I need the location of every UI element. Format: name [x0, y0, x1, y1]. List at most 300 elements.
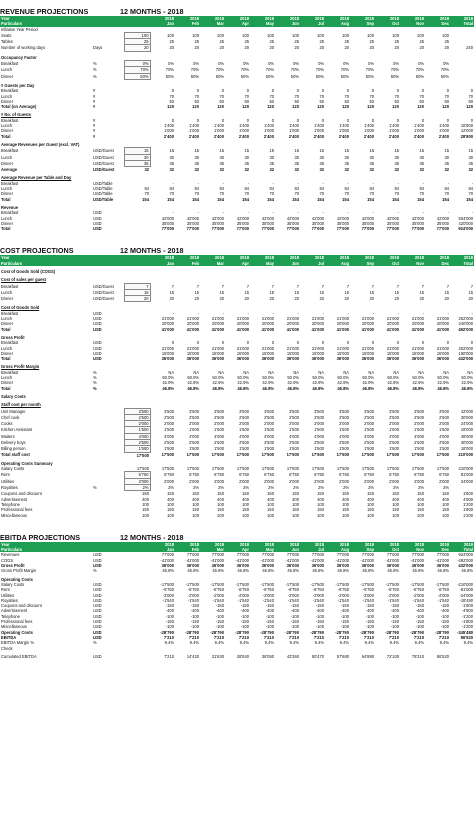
- month-cell: 2'000: [264, 421, 274, 427]
- month-cell: 30: [444, 154, 449, 160]
- input-cell[interactable]: 25: [124, 39, 150, 45]
- section-header: [0, 2, 474, 16]
- input-cell[interactable]: 7: [124, 283, 150, 289]
- month-cell: 120: [367, 104, 374, 110]
- month-cell: 21'000: [311, 316, 324, 322]
- month-cell: 150: [392, 491, 399, 497]
- month-cell: 46.8%: [437, 568, 449, 574]
- month-cell: 42'000: [311, 215, 324, 221]
- month-cell: -41'000: [260, 557, 274, 563]
- month-cell: -: [347, 310, 349, 316]
- month-cell: 120: [217, 104, 224, 110]
- input-cell[interactable]: 2'500: [124, 414, 150, 420]
- month-cell: 2'000: [164, 478, 174, 484]
- month-cell: 150: [317, 507, 324, 513]
- year-cell: 2018: [350, 255, 375, 260]
- month-cell: 2'400: [238, 133, 249, 139]
- month-cell: -150: [365, 603, 374, 609]
- row-unit: #: [93, 117, 96, 123]
- input-cell[interactable]: 35: [124, 160, 150, 166]
- input-cell[interactable]: 2'000: [124, 478, 150, 484]
- month-cell: -150: [265, 619, 274, 625]
- month-cell: 42.9%: [287, 380, 299, 386]
- total-cell: -210'000: [457, 581, 473, 587]
- month-cell: 1'500: [239, 446, 249, 452]
- month-cell: 15'000: [411, 350, 424, 356]
- month-cell: 30: [244, 154, 249, 160]
- month-cell: 0: [371, 117, 374, 123]
- month-cell: 1'500: [264, 427, 274, 433]
- month-cell: 400: [317, 496, 324, 502]
- total-cell: 46.8%: [461, 568, 473, 574]
- month-cell: 21'000: [236, 316, 249, 322]
- month-cell: 21'000: [386, 316, 399, 322]
- month-cell: 25: [394, 39, 399, 45]
- month-cell: 1'400: [264, 123, 274, 129]
- input-cell[interactable]: 4'000: [124, 433, 150, 439]
- month-cell: 77'000: [186, 226, 199, 232]
- total-cell: 50.0%: [461, 375, 473, 381]
- row-label: Dinner: [1, 128, 14, 134]
- input-cell[interactable]: 15: [124, 289, 150, 295]
- month-cell: 3'500: [339, 408, 349, 414]
- month-cell: 400: [267, 496, 274, 502]
- month-cell: 100: [342, 512, 349, 518]
- month-cell: 20: [269, 296, 274, 302]
- month-header: Aug: [325, 547, 350, 552]
- row-label: Salary Costs: [1, 466, 25, 472]
- total-cell: 32: [468, 166, 473, 172]
- month-cell: 21'000: [186, 316, 199, 322]
- month-cell: 28'840: [236, 653, 249, 659]
- month-cell: 41'000: [336, 326, 349, 332]
- month-cell: 3'500: [364, 408, 374, 414]
- year-cell: 2018: [200, 255, 225, 260]
- month-cell: 36'000: [436, 563, 449, 569]
- month-cell: 50%: [165, 73, 174, 79]
- month-cell: 4'000: [264, 433, 274, 439]
- month-header: Apr: [225, 547, 250, 552]
- month-cell: -100: [365, 613, 374, 619]
- month-cell: 100: [292, 501, 299, 507]
- month-cell: 100: [442, 32, 449, 38]
- month-cell: 36'000: [236, 563, 249, 569]
- total-cell: 15: [468, 289, 473, 295]
- month-cell: 84: [344, 186, 349, 192]
- row-label: Dinner: [1, 296, 14, 302]
- row-label: Royalties: [1, 485, 18, 491]
- input-cell[interactable]: 100: [124, 32, 150, 38]
- month-header: Dec: [425, 547, 450, 552]
- row-label: Breakfast: [1, 180, 19, 186]
- month-cell: 3'500: [164, 408, 174, 414]
- month-cell: 6'750: [314, 472, 324, 478]
- month-header: May: [250, 547, 275, 552]
- month-cell: 1'500: [164, 446, 174, 452]
- month-cell: 41'000: [436, 326, 449, 332]
- row-unit: USD: [93, 220, 102, 226]
- month-cell: 100: [367, 512, 374, 518]
- month-cell: 154: [192, 196, 199, 202]
- month-cell: 50%: [190, 73, 199, 79]
- month-cell: 77'000: [211, 552, 224, 558]
- section-header: [0, 241, 474, 255]
- year-cell: 2018: [250, 255, 275, 260]
- month-cell: 35: [194, 160, 199, 166]
- month-cell: 50%: [415, 73, 424, 79]
- row-unit: USD: [93, 624, 102, 630]
- month-cell: 35'000: [311, 220, 324, 226]
- month-cell: -28'790: [310, 629, 324, 635]
- total-cell: 210'000: [458, 466, 473, 472]
- month-cell: 154: [217, 196, 224, 202]
- month-cell: 2'000: [339, 421, 349, 427]
- section-title: EBITDA PROJECTIONS: [0, 532, 81, 542]
- input-cell[interactable]: 6'750: [124, 472, 150, 478]
- month-cell: 0: [296, 340, 299, 346]
- month-cell: -400: [340, 608, 349, 614]
- month-cell: 2'000: [189, 478, 199, 484]
- input-cell[interactable]: 20: [124, 45, 150, 51]
- total-cell: -: [471, 210, 473, 216]
- month-cell: 50.0%: [237, 375, 249, 381]
- month-cell: 7'210: [413, 634, 424, 640]
- month-cell: 9.4%: [264, 640, 274, 646]
- month-cell: 46.8%: [337, 568, 349, 574]
- month-cell: 2'000: [414, 478, 424, 484]
- row-unit: USD/Guest: [93, 154, 114, 160]
- row-label: Lunch: [1, 289, 13, 295]
- month-cell: 4'000: [339, 433, 349, 439]
- month-cell: 2'500: [289, 440, 299, 445]
- month-cell: 4'000: [414, 433, 424, 439]
- month-cell: 100: [192, 32, 199, 38]
- month-cell: 46.8%: [187, 568, 199, 574]
- month-cell: 15'000: [261, 350, 274, 356]
- month-cell: 0: [446, 117, 449, 123]
- month-cell: 25: [294, 39, 299, 45]
- year-cell: 2018: [325, 542, 350, 547]
- row-unit: USD: [93, 613, 102, 619]
- month-cell: -: [347, 180, 349, 186]
- month-cell: 9.4%: [314, 640, 324, 646]
- row-unit: USD: [93, 356, 102, 362]
- row-label: Dinner: [1, 380, 14, 386]
- month-cell: -2'000: [162, 592, 174, 598]
- month-cell: -400: [365, 608, 374, 614]
- month-cell: -150: [390, 619, 399, 625]
- month-cell: 15: [369, 148, 374, 154]
- total-cell: 70: [468, 191, 473, 197]
- month-cell: 36'000: [211, 356, 224, 362]
- ebitda-section: [0, 528, 474, 659]
- input-cell[interactable]: 0%: [124, 61, 150, 67]
- input-cell[interactable]: 20: [124, 296, 150, 302]
- month-cell: 2'500: [239, 414, 249, 420]
- month-cell: 400: [442, 496, 449, 502]
- month-cell: 4'000: [314, 433, 324, 439]
- month-cell: 32: [394, 166, 399, 172]
- year-cell: 2018: [375, 255, 400, 260]
- month-cell: 70: [269, 191, 274, 197]
- input-cell[interactable]: 2'000: [124, 421, 150, 427]
- month-cell: 2%: [243, 485, 249, 491]
- month-cell: 1'500: [339, 427, 349, 433]
- month-cell: -28'790: [235, 629, 249, 635]
- month-cell: 1'000: [214, 128, 224, 134]
- row-unit: #: [93, 104, 96, 110]
- month-cell: 50.0%: [312, 375, 324, 381]
- month-header: Mar: [200, 21, 225, 26]
- month-cell: 70: [219, 191, 224, 197]
- year-cell: 2018: [325, 255, 350, 260]
- month-cell: 1'000: [389, 128, 399, 134]
- month-cell: 1'400: [239, 123, 249, 129]
- section-label: Gross Profit: [1, 334, 25, 340]
- month-cell: 100: [392, 512, 399, 518]
- month-cell: -1'540: [387, 597, 399, 603]
- month-cell: 50.0%: [187, 375, 199, 381]
- month-cell: 17'500: [186, 452, 199, 458]
- month-cell: 100: [367, 501, 374, 507]
- month-header: Feb: [175, 21, 200, 26]
- month-cell: 77'000: [436, 226, 449, 232]
- month-cell: 15'000: [211, 350, 224, 356]
- month-cell: 50%: [315, 73, 324, 79]
- month-cell: 17'500: [411, 466, 424, 472]
- total-cell: 4'800: [463, 496, 473, 502]
- total-cell: 432'000: [458, 563, 473, 569]
- month-cell: 100: [167, 32, 174, 38]
- row-label: Breakfast: [1, 148, 19, 154]
- total-cell: 18'000: [460, 446, 473, 452]
- month-cell: 20: [444, 45, 449, 51]
- month-cell: 46.8%: [162, 568, 174, 574]
- month-cell: NA: [243, 369, 249, 375]
- month-cell: -6'750: [412, 587, 424, 593]
- total-cell: 924'000: [458, 552, 473, 558]
- total-cell: 48'000: [460, 433, 473, 439]
- total-cell: 16'800: [460, 123, 473, 129]
- month-cell: 100: [242, 512, 249, 518]
- month-cell: 17'500: [336, 466, 349, 472]
- row-label: Breakfast: [1, 340, 19, 346]
- month-cell: 84: [394, 186, 399, 192]
- month-cell: 77'000: [311, 226, 324, 232]
- year-cell: 2018: [150, 16, 175, 21]
- month-cell: 35: [419, 160, 424, 166]
- month-cell: 21'000: [336, 345, 349, 351]
- month-cell: -150: [390, 603, 399, 609]
- section-label: Average Revenue per Table and Day: [1, 175, 72, 181]
- month-cell: 100: [317, 32, 324, 38]
- base-cell: 100: [142, 501, 149, 507]
- month-cell: 6'750: [289, 472, 299, 478]
- total-cell: 24'000: [460, 421, 473, 427]
- input-cell[interactable]: 2'500: [124, 440, 150, 446]
- row-label: Total: [1, 226, 11, 232]
- row-label: Breakfast: [1, 61, 19, 67]
- month-header: Aug: [325, 21, 350, 26]
- month-cell: 15'000: [336, 350, 349, 356]
- month-cell: 4'000: [439, 433, 449, 439]
- month-cell: 1'500: [264, 446, 274, 452]
- row-unit: USD/Table: [93, 196, 114, 202]
- month-cell: 36'000: [361, 356, 374, 362]
- input-cell[interactable]: 50%: [124, 73, 150, 79]
- year-cell: 2018: [450, 16, 474, 21]
- month-cell: 20: [444, 296, 449, 302]
- year-cell: 2018: [275, 542, 300, 547]
- month-cell: 1'000: [239, 128, 249, 134]
- input-cell[interactable]: 1'500: [124, 446, 150, 452]
- row-label: Dinner: [1, 220, 14, 226]
- input-cell[interactable]: 3'500: [124, 408, 150, 414]
- month-cell: 70: [369, 93, 374, 99]
- row-unit: %: [93, 640, 97, 646]
- year-cell: 2018: [150, 255, 175, 260]
- section-label: # No. of Guests: [1, 112, 32, 118]
- month-cell: -28'790: [185, 629, 199, 635]
- month-cell: NA: [218, 369, 224, 375]
- month-cell: 4'000: [239, 433, 249, 439]
- month-cell: 6'750: [189, 472, 199, 478]
- month-cell: 400: [217, 496, 224, 502]
- total-cell: -1'200: [461, 613, 473, 619]
- month-cell: NA: [393, 369, 399, 375]
- month-cell: 2%: [193, 485, 199, 491]
- year-label: Year: [0, 255, 92, 260]
- section-title: COST PROJECTIONS: [0, 246, 74, 256]
- month-cell: 72'100: [386, 653, 399, 659]
- month-cell: 35'000: [261, 220, 274, 226]
- input-cell[interactable]: 30: [124, 154, 150, 160]
- month-cell: 17'500: [236, 466, 249, 472]
- row-label: Royalties: [1, 597, 18, 603]
- year-cell: 2018: [400, 542, 425, 547]
- month-cell: 100: [242, 32, 249, 38]
- month-cell: 2'000: [164, 421, 174, 427]
- month-cell: -28'790: [410, 629, 424, 635]
- total-cell: 86'520: [460, 634, 473, 640]
- month-cell: 30: [219, 154, 224, 160]
- month-cell: 15: [344, 289, 349, 295]
- input-cell[interactable]: 2%: [124, 485, 150, 491]
- month-cell: -150: [315, 619, 324, 625]
- month-cell: 1'500: [289, 446, 299, 452]
- row-label: Miscellaneous: [1, 624, 27, 630]
- month-cell: 50: [169, 98, 174, 104]
- month-cell: -: [372, 180, 374, 186]
- month-cell: 42'000: [336, 215, 349, 221]
- month-cell: 2'500: [214, 440, 224, 445]
- month-cell: -400: [215, 608, 224, 614]
- month-cell: 7: [271, 283, 274, 289]
- month-cell: 9.4%: [414, 640, 424, 646]
- month-cell: 20'000: [361, 321, 374, 327]
- month-cell: -150: [240, 603, 249, 609]
- month-cell: -100: [215, 624, 224, 630]
- month-cell: 7'210: [164, 653, 174, 659]
- row-label: Inflation Year Period: [1, 26, 38, 32]
- month-cell: 2'000: [389, 478, 399, 484]
- month-cell: -400: [390, 608, 399, 614]
- month-cell: 2%: [418, 485, 424, 491]
- row-unit: %: [93, 568, 97, 574]
- year-cell: 2018: [350, 542, 375, 547]
- month-cell: 30: [319, 154, 324, 160]
- month-cell: 17'500: [361, 452, 374, 458]
- month-cell: 2'500: [164, 414, 174, 420]
- month-cell: -100: [415, 624, 424, 630]
- month-cell: 84: [169, 186, 174, 192]
- month-cell: 21'000: [436, 345, 449, 351]
- total-cell: -81'000: [459, 587, 473, 593]
- month-cell: -: [347, 210, 349, 216]
- month-cell: 42.9%: [212, 380, 224, 386]
- month-cell: 15: [269, 289, 274, 295]
- input-cell[interactable]: 1'500: [124, 427, 150, 433]
- month-cell: -100: [315, 624, 324, 630]
- month-cell: 4'000: [189, 433, 199, 439]
- month-cell: 36'000: [286, 356, 299, 362]
- month-cell: 36'000: [311, 356, 324, 362]
- total-cell: 50: [468, 98, 473, 104]
- month-cell: 7'210: [238, 634, 249, 640]
- month-cell: 21'000: [211, 316, 224, 322]
- month-cell: 21'000: [236, 345, 249, 351]
- month-cell: -2'000: [312, 592, 324, 598]
- row-unit: USD: [93, 321, 102, 327]
- month-cell: 2'000: [364, 421, 374, 427]
- month-cell: 17'500: [436, 466, 449, 472]
- month-cell: 120: [292, 104, 299, 110]
- month-cell: 100: [292, 512, 299, 518]
- month-cell: 42'000: [386, 215, 399, 221]
- month-cell: 70%: [215, 67, 224, 73]
- month-cell: 20: [344, 296, 349, 302]
- month-cell: 42'000: [286, 215, 299, 221]
- month-cell: -100: [240, 624, 249, 630]
- month-cell: -100: [265, 613, 274, 619]
- input-cell[interactable]: 15: [124, 148, 150, 154]
- month-cell: 70: [444, 191, 449, 197]
- total-cell: [450, 654, 474, 659]
- month-cell: 50: [344, 98, 349, 104]
- row-unit: USD: [93, 215, 102, 221]
- total-cell: 9.4%: [463, 640, 473, 646]
- month-cell: 4'000: [164, 433, 174, 439]
- month-cell: 150: [192, 507, 199, 513]
- month-cell: 42.9%: [262, 380, 274, 386]
- month-cell: 41'000: [211, 326, 224, 332]
- month-cell: -1'540: [212, 597, 224, 603]
- month-cell: -2'000: [187, 592, 199, 598]
- row-label: Lunch: [1, 316, 13, 322]
- input-cell[interactable]: 70%: [124, 67, 150, 73]
- month-cell: 2%: [218, 485, 224, 491]
- month-cell: 7'210: [438, 634, 449, 640]
- section-label: Operating Costs Summary: [1, 460, 53, 466]
- row-label: Breakfast: [1, 117, 19, 123]
- total-cell: 70: [468, 93, 473, 99]
- month-cell: -17'500: [385, 581, 399, 587]
- month-cell: 30: [194, 154, 199, 160]
- month-cell: 0: [421, 88, 424, 94]
- month-cell: 42.9%: [162, 380, 174, 386]
- month-cell: 57'680: [336, 653, 349, 659]
- month-cell: 46.8%: [312, 385, 324, 391]
